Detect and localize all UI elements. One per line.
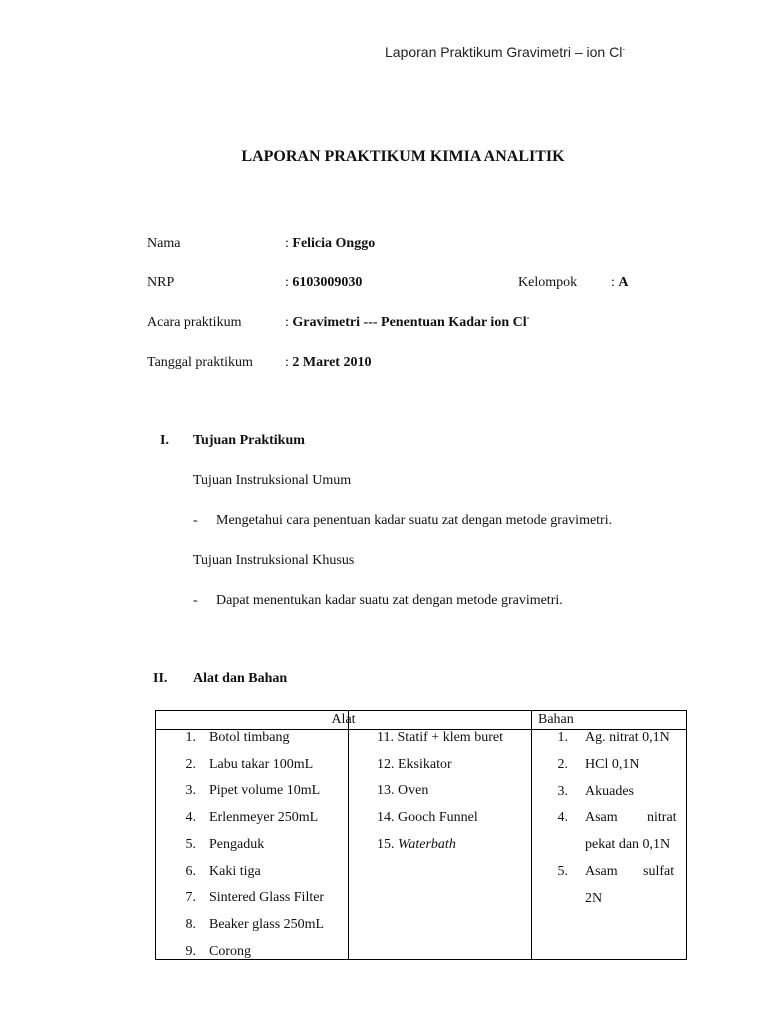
table-divider [531, 711, 532, 959]
running-header [385, 44, 625, 60]
alat-item-text: Botol timbang [209, 730, 290, 745]
colon: : [285, 275, 289, 290]
section-2-title: Alat dan Bahan [193, 671, 288, 686]
equipment-materials-table [155, 710, 687, 960]
acara-label: Acara praktikum [147, 315, 242, 330]
alat-item-text: Waterbath [398, 837, 456, 852]
colon: : [285, 315, 289, 330]
bahan-item-number: 1. [557, 730, 568, 745]
nama-value: Felicia Onggo [292, 236, 376, 251]
alat-item: 14. Gooch Funnel [377, 810, 478, 826]
bahan-item-word: Asam [585, 864, 618, 879]
acara-row [285, 312, 530, 331]
section-1-title: Tujuan Praktikum [193, 433, 305, 448]
table-header-bahan: Bahan [538, 712, 574, 727]
tik-bullet: Dapat menentukan kadar suatu zat dengan metode gravimetri. [216, 593, 563, 608]
nama-label: Nama [147, 236, 181, 251]
bahan-item-word: sulfat [643, 864, 675, 879]
alat-item: 11. Statif + klem buret [377, 730, 503, 745]
table-divider [348, 711, 349, 959]
tik-heading: Tujuan Instruksional Khusus [193, 553, 355, 568]
colon: : [285, 355, 289, 370]
alat-item-number: 2. [185, 756, 196, 772]
alat-item-text: Erlenmeyer 250mL [209, 810, 319, 826]
bahan-item-number: 3. [557, 784, 568, 799]
nrp-label: NRP [147, 275, 175, 290]
running-header-superscript: - [622, 44, 625, 54]
bahan-item-text: Akuades [585, 784, 634, 799]
nrp-value: 6103009030 [292, 275, 363, 290]
alat-item [377, 837, 456, 853]
alat-item-text: Pengaduk [209, 836, 265, 852]
alat-item-number: 1. [185, 730, 196, 745]
alat-item-text: Pipet volume 10mL [209, 783, 321, 799]
colon: : [611, 275, 615, 290]
section-2-number: II. [153, 671, 168, 686]
alat-item-number: 8. [185, 916, 196, 932]
kelompok-value: A [618, 275, 629, 290]
alat-item-number: 3. [185, 783, 196, 799]
bahan-item-text: HCl 0,1N [585, 757, 640, 772]
bahan-item-text: pekat dan 0,1N [585, 837, 671, 852]
alat-item-number: 5. [185, 836, 196, 852]
alat-item: 13. Oven [377, 783, 429, 799]
tanggal-label: Tanggal praktikum [147, 355, 253, 370]
tiu-heading: Tujuan Instruksional Umum [193, 473, 352, 488]
kelompok-label: Kelompok [518, 275, 578, 290]
running-header-text: Laporan Praktikum Gravimetri – ion Cl [385, 44, 623, 60]
table-header-alat: Alat [331, 712, 356, 727]
acara-value: Gravimetri --- Penentuan Kadar ion Cl [292, 315, 527, 330]
alat-item-text: Labu takar 100mL [209, 756, 314, 772]
bahan-item-number: 4. [557, 810, 568, 825]
bahan-item-word: nitrat [647, 810, 677, 825]
bahan-item-word: Asam [585, 810, 618, 825]
alat-item-text: Kaki tiga [209, 863, 261, 879]
bahan-item-number: 2. [557, 757, 568, 772]
colon: : [285, 236, 289, 251]
alat-item-text: Beaker glass 250mL [209, 916, 325, 932]
bullet-dash: - [193, 513, 198, 528]
alat-item-text: Sintered Glass Filter [209, 890, 325, 906]
tanggal-row [285, 355, 371, 371]
kelompok-row [611, 275, 629, 291]
alat-item-number: 6. [185, 863, 196, 879]
alat-item-number: 15. [377, 837, 395, 852]
section-1-number: I. [160, 433, 169, 448]
alat-item: 12. Eksikator [377, 756, 452, 772]
bullet-dash: - [193, 593, 198, 608]
tanggal-value: 2 Maret 2010 [292, 355, 372, 370]
document-title: LAPORAN PRAKTIKUM KIMIA ANALITIK [241, 148, 565, 165]
alat-item-number: 9. [185, 943, 196, 959]
bahan-item-number: 5. [557, 864, 568, 879]
alat-item-number: 4. [185, 810, 196, 826]
nrp-row [285, 275, 362, 291]
nama-row [285, 236, 375, 252]
bahan-item-text: 2N [585, 891, 603, 906]
acara-superscript: - [526, 312, 530, 323]
tiu-bullet: Mengetahui cara penentuan kadar suatu zat dengan metode gravimetri. [216, 513, 613, 528]
alat-item-number: 7. [185, 890, 196, 906]
alat-item-text: Corong [209, 943, 251, 959]
bahan-item-text: Ag. nitrat 0,1N [585, 730, 670, 745]
